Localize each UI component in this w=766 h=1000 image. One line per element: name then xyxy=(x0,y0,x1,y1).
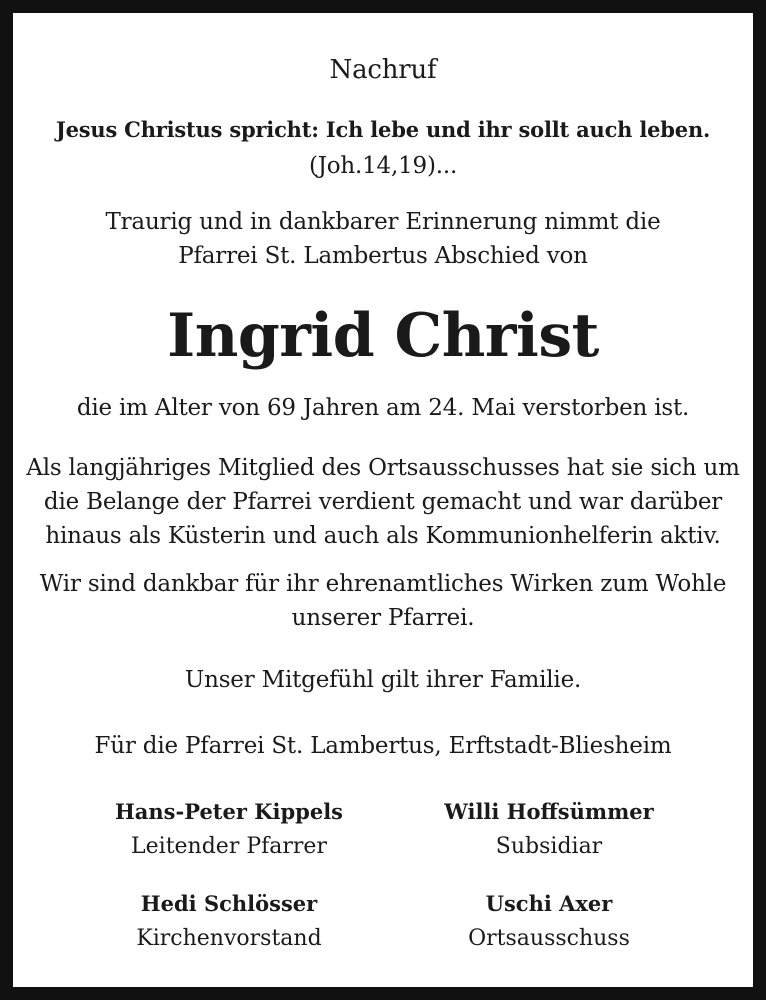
intro-line-2: Pfarrei St. Lambertus Abschied von xyxy=(178,243,588,269)
on-behalf-line: Für die Pfarrei St. Lambertus, Erftstadt-Bliesheim xyxy=(94,733,672,759)
bible-reference: (Joh.14,19)... xyxy=(308,153,458,179)
notice-title: Nachruf xyxy=(329,55,437,85)
signatory-name: Willi Hoffsümmer xyxy=(444,799,654,824)
paragraph-2-line-2: unserer Pfarrei. xyxy=(291,605,475,631)
signatory-role: Kirchenvorstand xyxy=(136,926,322,951)
paragraph-1-line-3: hinaus als Küsterin und auch als Kommunionhelferin aktiv. xyxy=(45,523,721,549)
paragraph-1-line-1: Als langjähriges Mitglied des Ortsausschusses hat sie sich um xyxy=(26,455,740,481)
signatory-name: Uschi Axer xyxy=(485,891,613,916)
sympathy-line: Unser Mitgefühl gilt ihrer Familie. xyxy=(184,667,582,693)
signatory-role: Leitender Pfarrer xyxy=(131,834,327,859)
signatory-name: Hans-Peter Kippels xyxy=(114,799,344,824)
paragraph-1-line-2: die Belange der Pfarrei verdient gemacht und war darüber xyxy=(43,489,723,515)
intro-line-1: Traurig und in dankbarer Erinnerung nimmt die xyxy=(105,209,661,235)
paragraph-2-line-1: Wir sind dankbar für ihr ehrenamtliches Wirken zum Wohle xyxy=(39,571,727,597)
signatory xyxy=(357,798,741,861)
age-line: die im Alter von 69 Jahren am 24. Mai verstorben ist. xyxy=(76,395,690,421)
signatory-name: Hedi Schlösser xyxy=(140,891,318,916)
signatory-role: Ortsausschuss xyxy=(468,926,630,951)
deceased-name: Ingrid Christ xyxy=(167,301,599,371)
signatory xyxy=(357,890,741,953)
bible-quote: Jesus Christus spricht: Ich lebe und ihr sollt auch leben. xyxy=(55,117,711,142)
signatory-role: Subsidiar xyxy=(495,834,603,859)
